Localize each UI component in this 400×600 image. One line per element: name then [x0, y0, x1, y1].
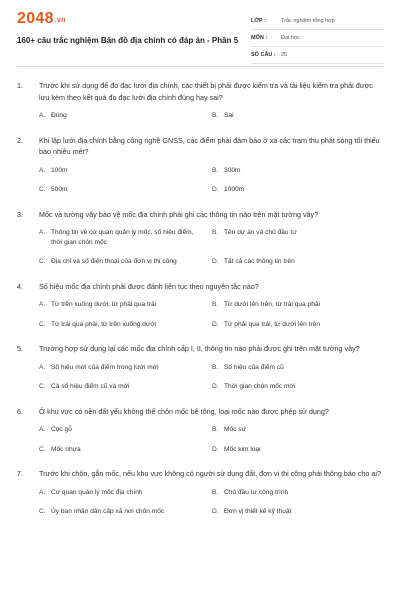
question-text: Trước khi chôn, gắn mốc, nếu khu vực không có người sử dụng đất, đơn vị thi công phải thông báo cho ai? — [39, 469, 381, 478]
options — [39, 228, 383, 267]
option-text: Số hiệu của điểm cũ — [224, 363, 284, 371]
option-b[interactable] — [212, 166, 385, 176]
question-number: 2. — [17, 135, 23, 145]
option-text: Từ dưới lên trên, từ trái qua phải — [224, 301, 321, 308]
option-letter: A. — [39, 301, 46, 308]
option-letter: D. — [212, 258, 219, 265]
option-letter: B. — [212, 488, 219, 496]
meta-row-count — [251, 47, 384, 64]
meta-value: 25 — [281, 52, 288, 58]
option-letter: A. — [39, 166, 46, 174]
option-letter: A. — [39, 229, 46, 236]
options — [39, 488, 383, 517]
option-letter: C. — [39, 320, 46, 328]
options — [39, 111, 383, 121]
option-letter: B. — [212, 426, 219, 433]
option-letter: D. — [212, 445, 219, 453]
option-b[interactable] — [212, 228, 385, 247]
option-letter: B. — [212, 229, 219, 236]
logo-main: 2048 — [17, 10, 54, 27]
question-number: 1. — [17, 81, 23, 90]
meta-label: SỐ CÂU : — [251, 52, 276, 58]
option-a[interactable] — [39, 363, 212, 373]
question-text: Số hiệu mốc địa chính phải được đánh liên tục theo nguyên tắc nào? — [39, 281, 259, 291]
question-7 — [17, 468, 383, 517]
option-letter: C. — [39, 258, 46, 265]
option-a[interactable] — [39, 111, 212, 121]
option-a[interactable] — [39, 300, 212, 310]
meta-label: LỚP : — [251, 18, 266, 24]
option-d[interactable] — [212, 507, 385, 517]
option-text: Mốc sứ — [224, 426, 246, 433]
question-text: Trước khi sử dụng để đo đạc lưới địa chính, các thiết bị phải được kiểm tra và tài liệu kiểm tra phải được lưu kèm theo kết quả đo đạc lưới địa chính đúng hay sai? — [39, 81, 373, 102]
meta-value: Trắc nghiệm tổng hợp — [281, 18, 335, 24]
option-b[interactable] — [212, 111, 385, 121]
option-text: Mốc nhựa — [51, 445, 81, 453]
question-number: 6. — [17, 406, 23, 416]
option-text: Đúng — [51, 112, 67, 119]
header — [0, 0, 400, 66]
option-text: 1000m — [224, 186, 245, 193]
question-text: Mốc và tường vây bảo vệ mốc địa chính phải ghi các thông tin nào trên mặt tường vây? — [39, 209, 319, 219]
meta-label: MÔN : — [251, 35, 268, 41]
option-letter: B. — [212, 301, 219, 308]
option-text: 100m — [51, 166, 68, 174]
option-text: Từ phải qua trái, từ dưới lên trên — [224, 320, 321, 328]
option-letter: B. — [212, 363, 219, 371]
option-letter: B. — [212, 112, 219, 119]
option-c[interactable] — [39, 320, 212, 330]
option-d[interactable] — [212, 257, 385, 267]
option-letter: C. — [39, 186, 46, 193]
option-letter: D. — [212, 383, 219, 390]
question-5 — [17, 343, 383, 392]
option-text: Sai — [224, 112, 234, 119]
option-d[interactable] — [212, 445, 385, 455]
option-a[interactable] — [39, 488, 212, 498]
option-text: Thời gian chôn mốc mới — [224, 383, 296, 390]
option-c[interactable] — [39, 257, 212, 267]
option-b[interactable] — [212, 300, 385, 310]
option-text: Thông tin về cơ quan quản lý mốc, số hiệu điểm, thời gian chôn mốc — [51, 229, 194, 246]
option-a[interactable] — [39, 166, 212, 176]
option-letter: D. — [212, 320, 219, 328]
option-text: Mốc kim loại — [224, 445, 261, 453]
option-b[interactable] — [212, 425, 385, 435]
option-letter: D. — [212, 186, 219, 193]
option-text: Chủ đầu tư công trình — [224, 488, 289, 496]
options — [39, 363, 383, 392]
option-text: 300m — [224, 166, 241, 174]
option-text: Cả số hiệu điểm cũ và mới — [51, 383, 130, 390]
document-title: 160+ câu trắc nghiệm Bản đồ địa chính có đáp án - Phần 5 — [17, 36, 239, 45]
option-text: 500m — [51, 186, 68, 193]
question-number: 4. — [17, 281, 23, 291]
meta-row-subject — [251, 30, 384, 47]
question-text: Khi lập lưới địa chính bằng công nghệ GNSS, các điểm phải đảm bảo ở xa các trạm thu phát sóng tối thiểu bao nhiêu mét? — [39, 135, 380, 156]
question-number: 5. — [17, 344, 23, 353]
option-text: Địa chỉ và số điện thoại của đơn vị thi công — [51, 258, 177, 265]
question-number: 3. — [17, 209, 23, 219]
option-letter: A. — [39, 426, 46, 433]
option-d[interactable] — [212, 320, 385, 330]
site-logo[interactable] — [17, 10, 66, 30]
question-list — [17, 80, 383, 531]
option-a[interactable] — [39, 425, 212, 435]
header-divider — [17, 66, 383, 67]
question-1 — [17, 80, 383, 121]
question-text: Ở khu vực có nền đất yếu không thể chôn mốc bê tông, loại mốc nào được phép sử dụng? — [39, 406, 329, 416]
option-text: Từ trên xuống dưới, từ phải qua trái — [51, 301, 157, 308]
question-3 — [17, 209, 383, 267]
option-d[interactable] — [212, 185, 385, 195]
options — [39, 166, 383, 195]
question-6 — [17, 406, 383, 455]
option-a[interactable] — [39, 228, 212, 247]
options — [39, 425, 383, 454]
option-text: Tên dự án và chủ đầu tư — [224, 229, 297, 236]
option-text: Ủy ban nhân dân cấp xã nơi chôn mốc — [51, 508, 165, 515]
question-number: 7. — [17, 469, 23, 478]
option-b[interactable] — [212, 488, 385, 498]
question-text: Trường hợp sử dụng lại các mốc địa chính cấp I, II, thông tin nào phải được ghi trên mặt tường vây? — [39, 344, 360, 353]
logo-tld: .vn — [54, 17, 66, 24]
option-d[interactable] — [212, 382, 385, 392]
option-c[interactable] — [39, 185, 212, 195]
option-letter: C. — [39, 383, 46, 390]
option-letter: A. — [39, 488, 46, 496]
option-letter: C. — [39, 445, 46, 453]
option-letter: A. — [39, 112, 46, 119]
option-c[interactable] — [39, 382, 212, 392]
meta-value: Đại học — [281, 35, 300, 41]
option-c[interactable] — [39, 507, 212, 517]
option-text: Từ trái qua phải, từ trên xuống dưới — [51, 320, 157, 328]
option-text: Số hiệu mới của điểm trong lưới mới — [51, 363, 159, 371]
question-4 — [17, 281, 383, 330]
meta-table — [251, 13, 384, 64]
meta-row-class — [251, 13, 384, 30]
options — [39, 300, 383, 329]
option-text: Cơ quan quản lý mốc địa chính — [51, 488, 143, 496]
option-letter: B. — [212, 166, 219, 174]
option-c[interactable] — [39, 445, 212, 455]
option-text: Đơn vị thiết kế kỹ thuật — [224, 508, 292, 515]
option-letter: D. — [212, 508, 219, 515]
option-text: Cọc gỗ — [51, 426, 72, 433]
option-b[interactable] — [212, 363, 385, 373]
question-2 — [17, 135, 383, 195]
option-text: Tất cả các thông tin trên — [224, 258, 295, 265]
option-letter: A. — [39, 363, 46, 371]
option-letter: C. — [39, 508, 46, 515]
